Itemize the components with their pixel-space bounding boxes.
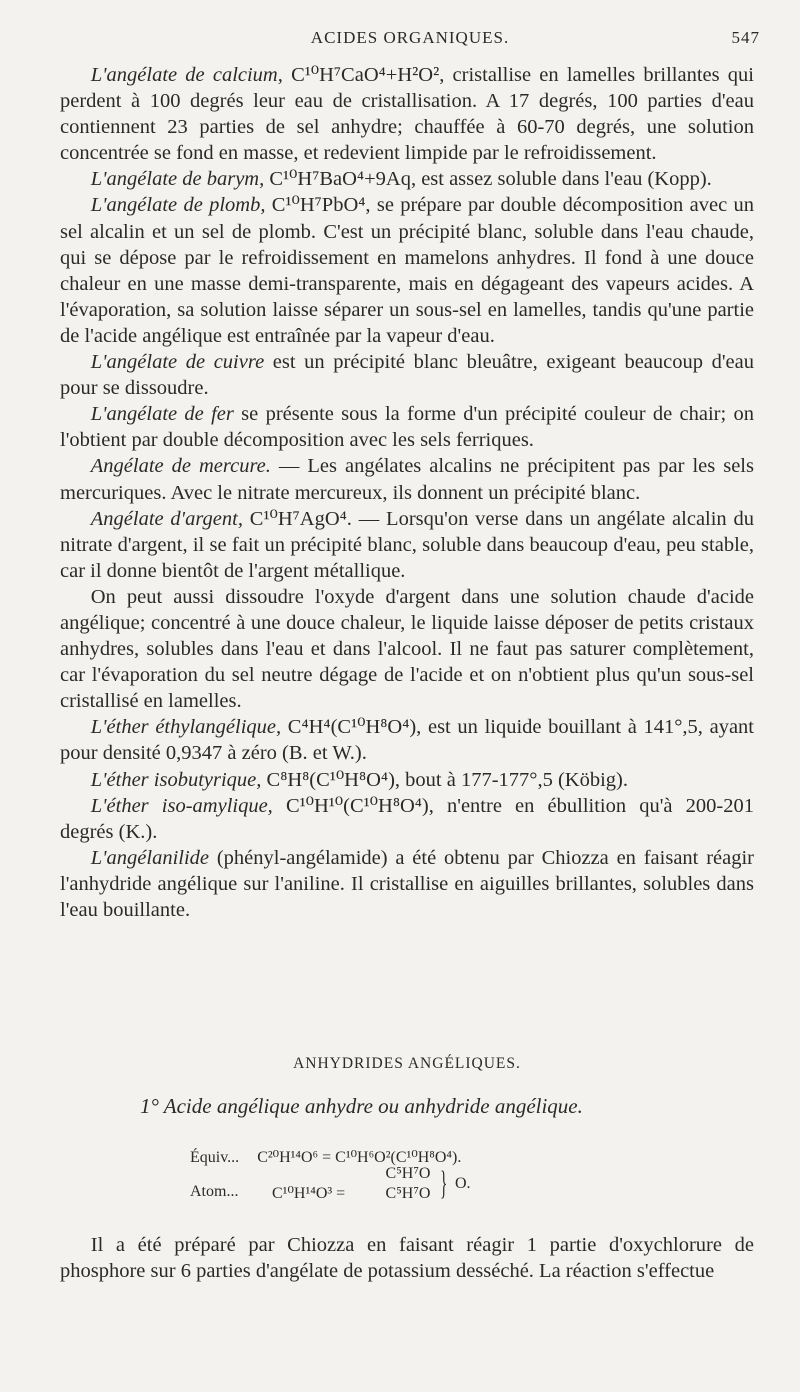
paragraph-title: L'angélanilide: [90, 846, 210, 869]
paragraph-text: C¹⁰H⁷BaO⁴+9Aq, est assez soluble dans l'eau (Kopp).: [264, 168, 712, 191]
paragraph-title: L'angélate de cuivre: [90, 351, 265, 374]
paragraph-text: (phényl-angélamide) a été obtenu par Chiozza en faisant réagir l'anhydride angélique sur l'aniline. Il cristallise en aiguilles brillantes, solubles dans l'eau bouillante.: [60, 846, 754, 921]
body-text: [60, 62, 754, 923]
paragraph: [60, 401, 754, 453]
section-subheading: 1° Acide angélique anhydre ou anhydride angélique.: [140, 1094, 583, 1118]
brace-icon: }: [440, 1165, 448, 1202]
paragraph-title: L'éther éthylangélique,: [90, 716, 282, 739]
atom-top: C⁵H⁷O: [385, 1165, 431, 1182]
atom-formula: C¹⁰H¹⁴O³ =: [272, 1185, 346, 1202]
paragraph-title: L'éther isobutyrique,: [90, 768, 262, 791]
paragraph: [60, 453, 754, 505]
paragraph: [60, 506, 754, 584]
paragraph-text: C¹⁰H¹⁰(C¹⁰H⁸O⁴), n'entre en ébullition qu'à 200-201 degrés (K.).: [60, 794, 754, 843]
equiv-formula: C²⁰H¹⁴O⁶ = C¹⁰H⁶O²(C¹⁰H⁸O⁴).: [257, 1149, 462, 1166]
paragraph: [60, 767, 754, 793]
running-head: [60, 14, 760, 48]
paragraph-title: L'éther iso-amylique,: [90, 794, 273, 817]
paragraph: [60, 714, 754, 766]
equiv-label: Équiv...: [190, 1149, 240, 1166]
paragraph-text: C¹⁰H⁷AgO⁴. — Lorsqu'on verse dans un angélate alcalin du nitrate d'argent, il se fait un précipité blanc, soluble dans beaucoup d'eau, peu stable, car il donne bientôt de l'argent métallique.: [60, 507, 755, 582]
paragraph: [60, 349, 754, 401]
paragraph-title: L'angélate de plomb,: [90, 194, 266, 217]
paragraph-text: — Les angélates alcalins ne précipitent pas par les sels mercuriques. Avec le nitrate mercureux, ils donnent un précipité blanc.: [60, 455, 754, 504]
paragraph-text: C¹⁰H⁷CaO⁴+H²O², cristallise en lamelles brillantes qui perdent à 100 degrés leur eau de cristallisation. A 17 degrés, 100 parties d'eau contiennent 23 parties de sel anhydre; chauffée à 60-70 degrés, une solution concentrée se fond en masse, et redevient limpide par le refroidissement.: [60, 64, 754, 165]
paragraph: [60, 584, 754, 714]
paragraph: [60, 192, 754, 349]
paragraph-title: L'angélate de fer: [90, 403, 234, 426]
atom-label: Atom...: [190, 1183, 239, 1200]
paragraph: [60, 166, 754, 192]
paragraph-text: C⁴H⁴(C¹⁰H⁸O⁴), est un liquide bouillant à 141°,5, ayant pour densité 0,9347 à zéro (B. et W.).: [60, 716, 754, 765]
paragraph-text: se présente sous la forme d'un précipité couleur de chair; on l'obtient par double décomposition avec les sels ferriques.: [60, 403, 754, 452]
final-paragraph: [60, 1232, 754, 1284]
paragraph: [60, 845, 754, 923]
paragraph-text: C¹⁰H⁷PbO⁴, se prépare par double décomposition avec un sel alcalin et un sel de plomb. C'est un précipité blanc, soluble dans l'eau chaude, qui se dépose par le refroidissement en mamelons anhydres. Il fond à une douce chaleur en une masse demi-transparente, mais en dégageant des vapeurs acides. A l'évaporation, sa solution laisse séparer un sous-sel en lamelles, tandis qu'une partie de l'acide angélique est entraînée par la vapeur d'eau.: [60, 194, 754, 347]
paragraph-text: C⁸H⁸(C¹⁰H⁸O⁴), bout à 177-177°,5 (Köbig).: [261, 768, 628, 791]
atom-oxygen: O.: [455, 1175, 471, 1192]
paragraph: [60, 793, 754, 845]
paragraph: [60, 62, 754, 166]
atom-fraction: [378, 1164, 438, 1204]
atom-bottom: C⁵H⁷O: [385, 1185, 431, 1202]
paragraph-text: Il a été préparé par Chiozza en faisant réagir 1 partie d'oxychlorure de phosphore sur 6 parties d'angélate de potassium desséché. La réaction s'effectue: [60, 1234, 754, 1283]
paragraph-text: est un précipité blanc bleuâtre, exigeant beaucoup d'eau pour se dissoudre.: [60, 351, 754, 400]
paragraph-title: Angélate de mercure.: [90, 455, 271, 478]
section-heading: ANHYDRIDES ANGÉLIQUES.: [293, 1055, 521, 1072]
paragraph-title: L'angélate de calcium,: [90, 64, 283, 86]
paragraph-title: L'angélate de barym,: [90, 168, 265, 191]
running-title: ACIDES ORGANIQUES.: [310, 28, 510, 47]
paragraph-title: Angélate d'argent,: [90, 507, 243, 530]
page-number: 547: [731, 28, 760, 47]
paragraph-text: On peut aussi dissoudre l'oxyde d'argent dans une solution chaude d'acide angélique; concentré à une douce chaleur, le liquide laisse déposer de petits cristaux anhydres, solubles dans l'eau et dans l'alcool. Il ne faut pas saturer complètement, car l'évaporation du sel neutre dégage de l'acide et on n'obtient plus qu'un sous-sel cristallisé en lamelles.: [60, 585, 754, 713]
